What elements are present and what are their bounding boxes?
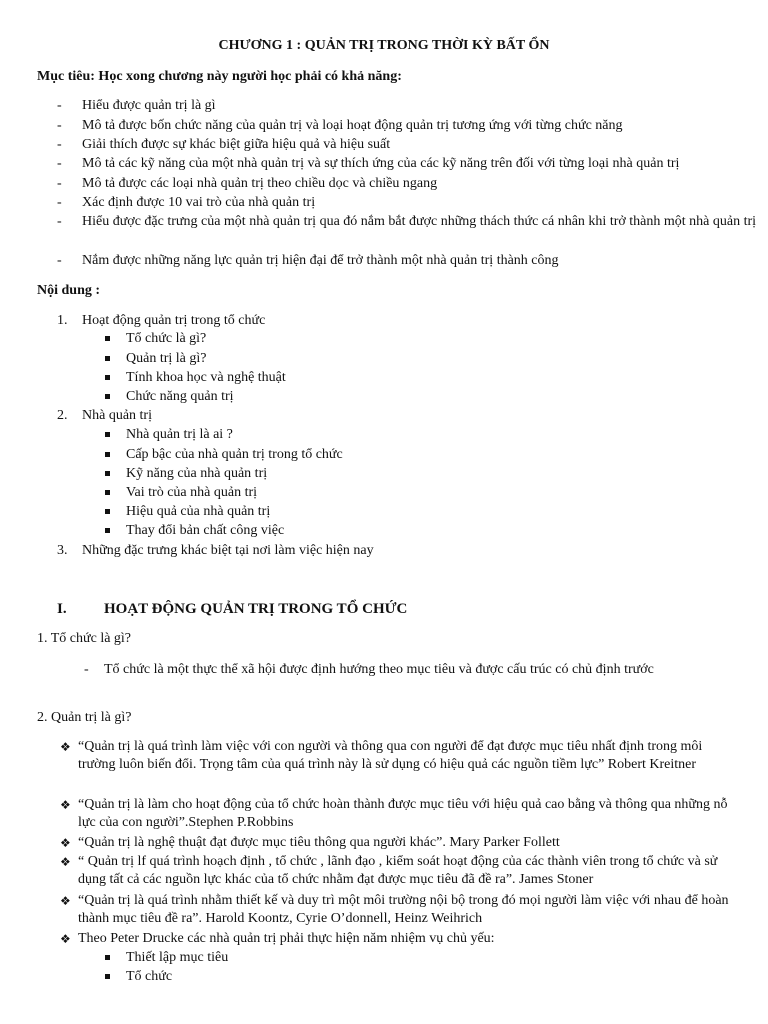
section-heading: HOẠT ĐỘNG QUẢN TRỊ TRONG TỔ CHỨC [104,601,408,617]
diamond-bullet-icon: ❖ [60,932,71,946]
square-bullet-icon [105,955,110,960]
square-bullet-icon [105,471,110,476]
definition-marker: - [84,662,89,677]
square-bullet-icon [105,974,110,979]
objectives-heading: Mục tiêu: Học xong chương này người học phải có khả năng: [37,69,402,84]
definition-text: Tổ chức là một thực thể xã hội được định hướng theo mục tiêu và được cấu trúc có chủ định trước [104,662,654,677]
square-bullet-icon [105,528,110,533]
diamond-bullet-icon: ❖ [60,740,71,754]
page-title: CHƯƠNG 1 : QUẢN TRỊ TRONG THỜI KỲ BẤT ỔN [218,38,550,53]
square-bullet-icon [105,356,110,361]
question-heading: 2. Quản trị là gì? [37,710,132,725]
contents-heading: Nội dung : [37,283,101,298]
diamond-bullet-icon: ❖ [60,836,71,850]
square-bullet-icon [105,509,110,514]
square-bullet-icon [105,375,110,380]
diamond-bullet-icon: ❖ [60,894,71,908]
square-bullet-icon [105,452,110,457]
question-heading: 1. Tổ chức là gì? [37,631,132,646]
square-bullet-icon [105,336,110,341]
diamond-bullet-icon: ❖ [60,798,71,812]
square-bullet-icon [105,394,110,399]
diamond-bullet-icon: ❖ [60,855,71,869]
document-page: CHƯƠNG 1 : QUẢN TRỊ TRONG THỜI KỲ BẤT ỔN Mục tiêu: Học xong chương này người học phải có khả năng: - Hiểu được quản trị là gì - Mô tả được bốn chức năng của quản trị và loại hoạt động quản trị tương ứng với từng chức năng - Giải thích được sự khác biệt giữa hiệu quả và hiệu suất - Mô tả các kỹ năng của một nhà quản trị và sự thích ứng của các kỹ năng trên đối với từng loại nhà quản trị - Mô tả được các loại nhà quản trị theo chiều dọc và chiều ngang - Xác định được 10 vai trò của nhà quản trị - Hiểu được đặc trưng của một nhà quản trị qua đó nắm bắt được những thách thức cá nhân khi trở thành một nhà quản trị - Nắm được những năng lực quản trị hiện đại để trở thành một nhà quản trị thành công Nội dung : 1. Hoạt động quản trị trong tổ chức Tổ chức là gì? Quản trị là gì? Tính khoa học và nghệ thuật Chức năng quản trị 2. Nhà quản trị Nhà quản trị là ai ? Cấp bậc của nhà quản trị trong tổ chức Kỹ năng của nhà quản trị Vai trò của nhà quản trị Hiệu quả của nhà quản trị Thay đổi bản chất công việc 3. Những đặc trưng khác biệt tại nơi làm việc hiện nay I. HOẠT ĐỘNG QUẢN TRỊ TRONG TỔ CHỨC 1. Tổ chức là gì? - Tổ chức là một thực thể xã hội được định hướng theo mục tiêu và được cấu trúc có chủ định trước 2. Quản trị là gì? ❖ “Quản trị là quá trình làm việc với con người và thông qua con người để đạt được mục tiêu nhất định trong môi trường luôn biến đổi. Trọng tâm của quá trình này là sử dụng có hiệu quả các nguồn tiềm lực” Robert Kreitner ❖ “Quản trị là làm cho hoạt động của tổ chức hoàn thành được mục tiêu với hiệu quả cao bằng và thông qua những nỗ lực của con người”.Stephen P.Robbins ❖ “Quản trị là nghệ thuật đạt được mục tiêu thông qua người khác”. Mary Parker Follett ❖ “ Quản trị lf quá trình hoạch định , tổ chức , lãnh đạo , kiểm soát hoạt động của các thành viên trong tổ chức và sử dụng tất cả các nguồn lực khác của tổ chức nhằm đạt được mục tiêu đã đề ra”. James Stoner ❖ “Quản trị là quá trình nhằm thiết kế và duy trì một môi trường nội bộ trong đó mọi người làm việc với nhau để hoàn thành mục tiêu đề ra”. Harold Koontz, Cyrie O’donnell, Heinz Weihrich ❖ Theo Peter Drucke các nhà quản trị phải thực hiện năm nhiệm vụ chủ yếu: Thiết lập mục tiêu Tổ chức [0,0,768,1024]
section-number: I. [57,601,67,617]
square-bullet-icon [105,432,110,437]
square-bullet-icon [105,490,110,495]
